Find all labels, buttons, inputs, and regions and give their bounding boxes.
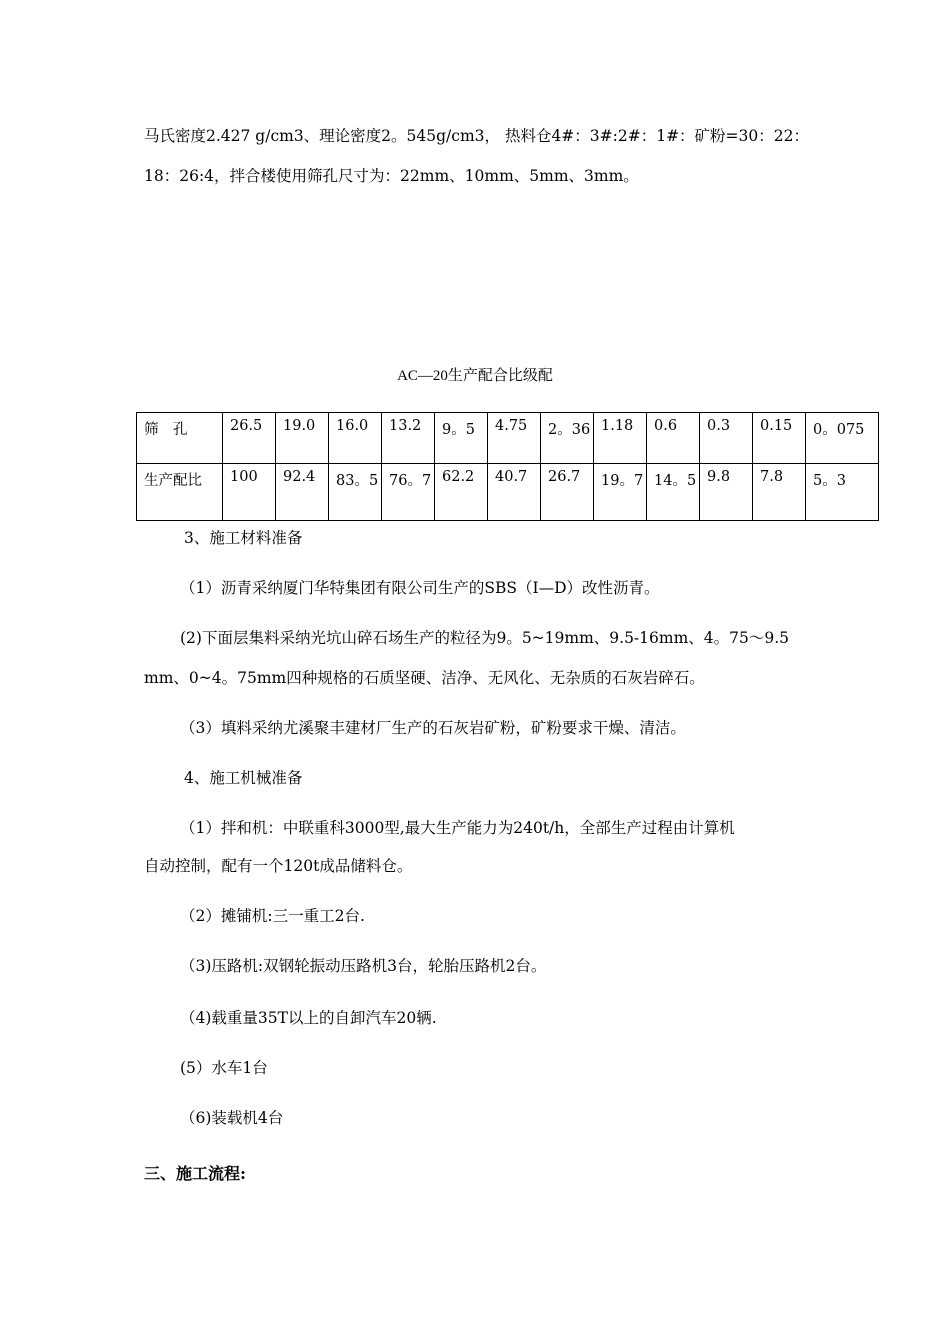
machinery-item-1-line-2: 自动控制，配有一个120t成品储料仓。 <box>144 857 413 875</box>
table-cell: 0.15 <box>753 413 806 464</box>
machinery-item-3: （3)压路机:双钢轮振动压路机3台，轮胎压路机2台。 <box>180 957 547 975</box>
table-cell: 9。5 <box>435 413 488 464</box>
materials-item-2-line-1: (2)下面层集料采纳光坑山碎石场生产的粒径为9。5~19mm、9.5-16mm、4。75～9.5 <box>180 629 790 647</box>
table-cell: 9.8 <box>700 464 753 521</box>
machinery-item-5: (5）水车1台 <box>180 1059 268 1077</box>
materials-item-1: （1）沥青采纳厦门华特集团有限公司生产的SBS（I—D）改性沥青。 <box>180 579 660 597</box>
table-row-sieve <box>137 413 879 464</box>
table-cell: 76。7 <box>382 464 435 521</box>
materials-heading: 3、施工材料准备 <box>184 529 303 547</box>
table-cell: 生产配比 <box>137 464 223 521</box>
table-cell: 92.4 <box>276 464 329 521</box>
table-cell: 0.3 <box>700 413 753 464</box>
machinery-item-6: （6)装载机4台 <box>180 1109 284 1127</box>
table-cell: 19。7 <box>594 464 647 521</box>
materials-item-2-line-2: mm、0~4。75mm四种规格的石质坚硬、洁净、无风化、无杂质的石灰岩碎石。 <box>144 669 705 687</box>
grading-table <box>136 412 879 521</box>
table-cell: 16.0 <box>329 413 382 464</box>
table-cell: 7.8 <box>753 464 806 521</box>
table-title: AC—20生产配合比级配 <box>397 368 553 384</box>
table-cell: 19.0 <box>276 413 329 464</box>
table-cell: 83。5 <box>329 464 382 521</box>
table-cell: 40.7 <box>488 464 541 521</box>
machinery-item-4: （4)载重量35T以上的自卸汽车20辆. <box>180 1009 437 1027</box>
table-row-ratio <box>137 464 879 521</box>
machinery-heading: 4、施工机械准备 <box>184 769 303 787</box>
table-cell: 100 <box>223 464 276 521</box>
materials-item-3: （3）填料采纳尤溪聚丰建材厂生产的石灰岩矿粉，矿粉要求干燥、清洁。 <box>180 719 686 737</box>
table-cell: 62.2 <box>435 464 488 521</box>
table-cell: 5。3 <box>806 464 879 521</box>
table-cell: 0。075 <box>806 413 879 464</box>
machinery-item-1-line-1: （1）拌和机：中联重科3000型,最大生产能力为240t/h，全部生产过程由计算机 <box>180 819 735 837</box>
intro-line-2: 18：26:4，拌合楼使用筛孔尺寸为：22mm、10mm、5mm、3mm。 <box>144 167 639 185</box>
table-cell: 2。36 <box>541 413 594 464</box>
table-cell: 13.2 <box>382 413 435 464</box>
intro-line-1: 马氏密度2.427 g/cm3、理论密度2。545g/cm3， 热料仓4#：3#:2#：1#：矿粉=30：22： <box>144 127 809 145</box>
table-cell: 4.75 <box>488 413 541 464</box>
table-cell: 14。5 <box>647 464 700 521</box>
table-cell: 筛 孔 <box>137 413 223 464</box>
table-cell: 26.5 <box>223 413 276 464</box>
table-cell: 1.18 <box>594 413 647 464</box>
machinery-item-2: （2）摊铺机:三一重工2台. <box>180 907 365 925</box>
table-cell: 0.6 <box>647 413 700 464</box>
section-heading: 三、施工流程: <box>144 1164 246 1183</box>
table-cell: 26.7 <box>541 464 594 521</box>
